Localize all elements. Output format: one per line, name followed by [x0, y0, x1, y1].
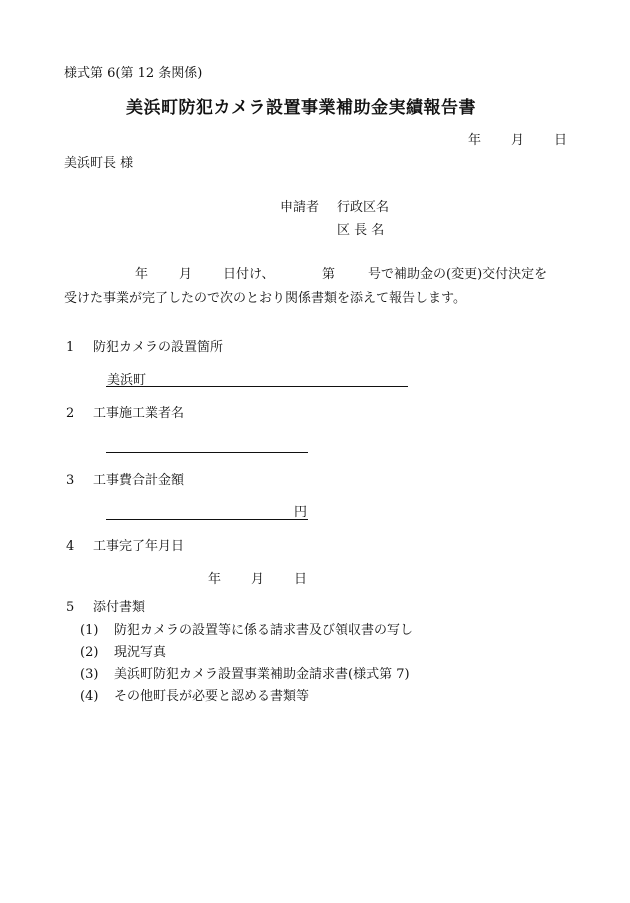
item-4-label: 工事完了年月日 [93, 539, 185, 554]
location-underline [106, 386, 408, 387]
applicant-district: 行政区名 [337, 200, 390, 215]
item-4-number: 4 [66, 539, 75, 554]
completion-year: 年 [208, 572, 222, 587]
completion-day: 日 [294, 572, 308, 587]
body-line1-rest: 号で補助金の(変更)交付決定を [368, 267, 548, 282]
cost-unit: 円 [294, 505, 308, 520]
applicant-label: 申請者 [280, 200, 320, 215]
item-5-label: 添付書類 [93, 600, 146, 615]
item-2-number: 2 [66, 406, 75, 421]
item-5-number: 5 [66, 600, 75, 615]
attachment-2-text: 現況写真 [114, 645, 167, 660]
body-number-prefix: 第 [322, 267, 336, 282]
date-day: 日 [554, 133, 568, 148]
attachment-1-text: 防犯カメラの設置等に係る請求書及び領収書の写し [114, 623, 414, 638]
attachment-4-text: その他町長が必要と認める書類等 [114, 689, 310, 704]
item-3-label: 工事費合計金額 [93, 473, 185, 488]
date-year: 年 [468, 133, 482, 148]
addressee: 美浜町長 様 [64, 156, 134, 171]
contractor-underline [106, 452, 308, 453]
document-title: 美浜町防犯カメラ設置事業補助金実績報告書 [126, 98, 476, 118]
item-1-number: 1 [66, 340, 75, 355]
date-month: 月 [511, 133, 525, 148]
cost-underline [106, 519, 308, 520]
form-number: 様式第 6(第 12 条関係) [64, 66, 203, 81]
completion-month: 月 [251, 572, 265, 587]
item-1-label: 防犯カメラの設置箇所 [93, 340, 224, 355]
attachment-3-text: 美浜町防犯カメラ設置事業補助金請求書(様式第 7) [114, 667, 410, 682]
body-day-ref: 日付け、 [223, 267, 275, 282]
item-1-value-prefix: 美浜町 [107, 373, 147, 388]
applicant-head: 区 長 名 [337, 223, 385, 238]
body-line2: 受けた事業が完了したので次のとおり関係書類を添えて報告します。 [64, 291, 466, 306]
attachment-2-number: (2) [80, 645, 99, 660]
item-2-label: 工事施工業者名 [93, 406, 185, 421]
attachment-4-number: (4) [80, 689, 99, 704]
attachment-3-number: (3) [80, 667, 99, 682]
item-3-number: 3 [66, 473, 75, 488]
body-year: 年 [135, 267, 149, 282]
body-month: 月 [179, 267, 193, 282]
attachment-1-number: (1) [80, 623, 99, 638]
